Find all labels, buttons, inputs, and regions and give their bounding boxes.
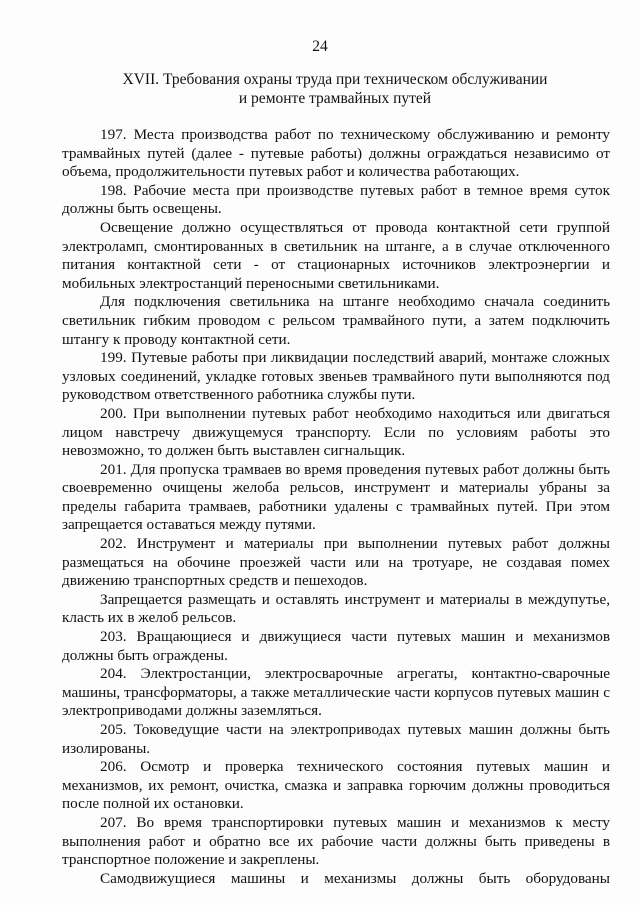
- body-text: [62, 126, 610, 888]
- paragraph-prohibition: Запрещается размещать и оставлять инструмент и материалы в междупутье, класть их в желоб рельсов.: [62, 590, 610, 627]
- section-title-line-2: и ремонте трамвайных путей: [238, 90, 432, 107]
- paragraph-self-propelled: Самодвижущиеся машины и механизмы должны быть оборудованы: [100, 869, 610, 887]
- paragraph-202: 202. Инструмент и материалы при выполнении путевых работ должны размещаться на обочине проезжей части или на тротуаре, не создавая помех движению транспортных средств и пешеходов.: [62, 535, 610, 590]
- paragraph-203: 203. Вращающиеся и движущиеся части путевых машин и механизмов должны быть ограждены.: [62, 628, 610, 664]
- paragraph-207: 207. Во время транспортировки путевых машин и механизмов к месту выполнения работ и обратно все их рабочие части должны быть приведены в транспортное положение и закреплены.: [62, 813, 610, 869]
- section-title: [60, 70, 610, 108]
- paragraph-lamp-connection: Для подключения светильника на штанге необходимо сначала соединить светильник гибким проводом с рельсом трамвайного пути, а затем подключить штангу к проводу контактной сети.: [62, 293, 610, 348]
- paragraph-lighting: Освещение должно осуществляться от провода контактной сети группой электроламп, смонтированных в светильник на штанге, а в случае отключенного питания контактной сети - от стационарных источников электроэнергии и мобильных электростанций переносными светильниками.: [62, 218, 610, 292]
- paragraph-199: 199. Путевые работы при ликвидации последствий аварий, монтаже сложных узловых соединений, укладке готовых звеньев трамвайного пути выполняются под руководством ответственного работника службы пути.: [62, 349, 610, 404]
- paragraph-206: 206. Осмотр и проверка технического состояния путевых машин и механизмов, их ремонт, очистка, смазка и заправка горючим должны проводиться после полной их остановки.: [62, 758, 610, 813]
- paragraph-197: 197. Места производства работ по техническому обслуживанию и ремонту трамвайных путей (далее - путевые работы) должны ограждаться независимо от объема, продолжительности путевых работ и количества работающих.: [62, 126, 610, 181]
- paragraph-200: 200. При выполнении путевых работ необходимо находиться или двигаться лицом навстречу движущемуся транспорту. Если по условиям работы это невозможно, то должен быть выставлен сигнальщик.: [62, 404, 610, 460]
- paragraph-201: 201. Для пропуска трамваев во время проведения путевых работ должны быть своевременно очищены желоба рельсов, инструмент и материалы убраны за пределы габарита трамваев, работники удалены с трамвайных путей. При этом запрещается оставаться между путями.: [62, 460, 610, 534]
- paragraph-205: 205. Токоведущие части на электроприводах путевых машин должны быть изолированы.: [62, 721, 610, 757]
- paragraph-198: 198. Рабочие места при производстве путевых работ в темное время суток должны быть освещены.: [62, 181, 610, 218]
- page-number: 24: [312, 38, 328, 55]
- paragraph-204: 204. Электростанции, электросварочные агрегаты, контактно-сварочные машины, трансформаторы, а также металлические части корпусов путевых машин с электроприводами должны заземляться.: [62, 665, 610, 720]
- section-title-line-1: XVII. Требования охраны труда при техническом обслуживании: [122, 71, 548, 88]
